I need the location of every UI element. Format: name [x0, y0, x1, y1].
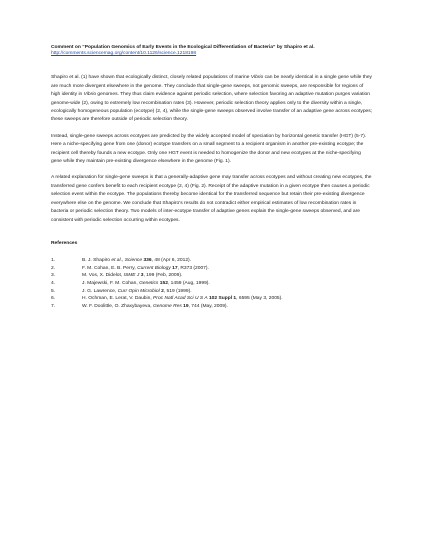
- bold-text: 19: [183, 304, 189, 310]
- text-run: can be nearly identical in a single gene while they are much more divergent elsewhere in the genome. They conclude that single-gene sweeps, not genomic sweeps, are responsible for regions of high identity in: [51, 75, 372, 98]
- reference-text: [82, 257, 373, 265]
- paragraph-3: [51, 174, 373, 224]
- paragraph-2: [51, 133, 373, 167]
- text-run: , 48 (Apr 6, 2012).: [151, 257, 192, 263]
- bold-text: 102 Suppl 1: [208, 296, 237, 302]
- reference-number: 6.: [51, 296, 56, 302]
- italic-text: Science: [124, 257, 143, 263]
- reference-number: 1.: [51, 257, 56, 263]
- reference-text: [82, 265, 373, 273]
- bold-text: 336: [143, 257, 152, 263]
- italic-text: Genetics: [139, 281, 159, 287]
- document-title: Comment on “Population Genomics of Early Events in the Ecological Differentiation of Bacteria” by Shapiro et al.: [51, 45, 315, 50]
- italic-text: Proc Natl Acad Sci U S A: [153, 296, 208, 302]
- text-run: ,: [121, 257, 125, 263]
- text-run: H. Ochman, E. Lerat, V. Daubin,: [82, 296, 154, 302]
- reference-number: 5.: [51, 288, 56, 294]
- italic-text: Genome Res: [152, 304, 182, 310]
- text-run: F. M. Cohan, E. B. Perry,: [82, 265, 138, 271]
- reference-number: 2.: [51, 265, 56, 271]
- text-run: J. G. Lawrence,: [82, 288, 118, 294]
- text-run: B. J. Shapiro: [82, 257, 112, 263]
- italic-text: Curr Opin Microbiol: [117, 288, 160, 294]
- references-heading: References: [51, 240, 78, 246]
- reference-item: [51, 257, 373, 265]
- reference-text: [82, 295, 373, 303]
- text-run: Instead, single-gene sweeps across ecotypes are predicted by the widely accepted model of speciation by horizontal genetic transfer (HGT) (5-7). Here a niche-specifying gene from one (donor) ecotype transfers on a small segment to a recipient organism in another pre-existing ecotype; the recipient cell thereby founds a new ecotype. Only one HGT event is needed to homogenize the donor and new ecotypes at the niche-specifying gene while they maintain pre-existing divergence elsewhere in the genome (Fig. 1).: [51, 133, 367, 165]
- paragraph-1: [51, 74, 373, 124]
- reference-item: [51, 295, 373, 303]
- text-run: , 1459 (Aug, 1999).: [167, 281, 210, 287]
- reference-number: 4.: [51, 281, 56, 287]
- reference-item: [51, 272, 373, 280]
- bold-text: 3: [140, 273, 144, 279]
- text-run: M. Vos, X. Didelot,: [82, 273, 124, 279]
- text-run: , 744 (May, 2009).: [188, 304, 228, 310]
- bold-text: 17: [172, 265, 178, 271]
- text-run: , R373 (2007).: [177, 265, 209, 271]
- text-run: genomes. They thus claim evidence against periodic selection, where selection favoring an adaptive mutation purges variation genome-wide (2), owing to extremely low recombination rates (3). However, periodic selection theory applies only to the diversity within a single, ecologically homogeneous population (ecotype) (2, 4), while the single-gene sweeps observed involve transfer of an adaptive gene across ecotypes; these sweeps are therefore outside of periodic selection theory.: [51, 92, 373, 123]
- reference-item: [51, 280, 373, 288]
- bold-text: 152: [159, 281, 168, 287]
- italic-text: et al.: [111, 257, 122, 263]
- reference-text: [82, 288, 373, 296]
- text-run: J. Majewski, F. M. Cohan,: [82, 281, 140, 287]
- comment-link[interactable]: http://comments.sciencemag.org/content/10.1126/science.1218198: [51, 51, 197, 57]
- text-run: , 519 (1999).: [163, 288, 192, 294]
- references-list: [51, 257, 373, 311]
- bold-text: 2: [161, 288, 164, 294]
- reference-number: 3.: [51, 273, 56, 279]
- reference-item: [51, 303, 373, 311]
- text-run: Shapiro et al. (1) have shown that ecologically distinct, closely related populations of marine: [51, 75, 251, 81]
- text-run: A related explanation for single-gene sweeps is that a generally-adaptive gene may transfer across ecotypes and without creating new ecotypes, the transferred gene confers benefit to each recipient ecotype (2, 4) (Fig. 2). Receipt of the adaptive mutation in a given ecotype then causes a periodic selection event within the ecotype. The populations thereby become identical for the transferred sequence but retain their pre-existing divergence everywhere else on the genome. We conclude that Shapiro’s results do not contradict either empirical estimates of low recombination rates in bacteria or periodic selection theory. Two models of inter-ecotype transfer of adaptive genes explain the single-gene sweeps observed, and are consistent with periodic selection occurring within ecotypes.: [51, 175, 372, 223]
- text-run: , 199 (Feb, 2009).: [143, 273, 183, 279]
- reference-item: [51, 288, 373, 296]
- reference-item: [51, 265, 373, 273]
- reference-text: [82, 272, 373, 280]
- text-run: W. F. Doolittle, O. Zhaxybayeva,: [82, 304, 153, 310]
- reference-number: 7.: [51, 304, 56, 310]
- italic-text: Vibrio: [250, 75, 264, 81]
- reference-text: [82, 303, 373, 311]
- italic-text: Current Biology: [137, 265, 171, 271]
- italic-text: Vibrio: [83, 92, 97, 98]
- italic-text: ISME J: [123, 273, 140, 279]
- reference-text: [82, 280, 373, 288]
- text-run: , 6595 (May 3, 2005).: [236, 296, 283, 302]
